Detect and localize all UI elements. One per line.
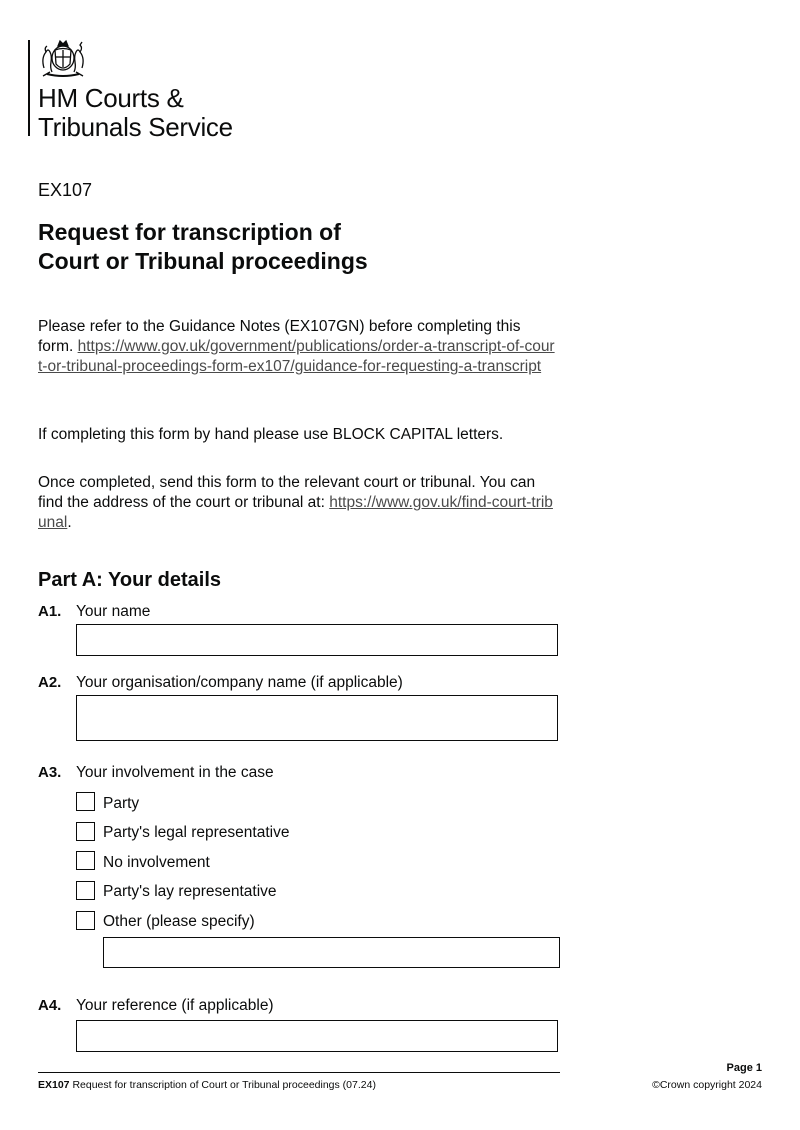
footer-form-info xyxy=(38,1079,376,1091)
form-title-line-1: Request for transcription of xyxy=(38,219,341,245)
a3-label: Your involvement in the case xyxy=(76,764,274,781)
a4-number: A4. xyxy=(38,997,62,1014)
a2-number: A2. xyxy=(38,674,62,691)
form-title-line-2: Court or Tribunal proceedings xyxy=(38,248,368,274)
checkbox-legal-representative-label: Party's legal representative xyxy=(103,824,290,841)
form-title xyxy=(38,218,368,276)
copyright-notice: ©Crown copyright 2024 xyxy=(652,1079,762,1091)
a3-number: A3. xyxy=(38,764,62,781)
other-specify-field[interactable] xyxy=(103,937,560,968)
organisation-name-line-2: Tribunals Service xyxy=(38,112,233,142)
send-form-text: Once completed, send this form to the relevant court or tribunal. You can find the address of the court or tribunal at: xyxy=(38,474,536,511)
your-name-field[interactable] xyxy=(76,624,558,656)
form-code: EX107 xyxy=(38,180,93,200)
checkbox-no-involvement-label: No involvement xyxy=(103,854,210,871)
guidance-notes-link[interactable]: https://www.gov.uk/government/publications/order-a-transcript-of-court-or-tribunal-proceedings-form-ex107/guidance-for-requesting-a-transcript xyxy=(38,338,555,375)
guidance-text: Please refer to the Guidance Notes (EX107GN) before completing this form. xyxy=(38,318,521,355)
checkbox-no-involvement[interactable] xyxy=(76,851,95,870)
checkbox-lay-representative-label: Party's lay representative xyxy=(103,883,277,900)
checkbox-other[interactable] xyxy=(76,911,95,930)
organisation-name xyxy=(38,84,233,142)
guidance-paragraph xyxy=(38,317,558,377)
royal-coat-of-arms-icon xyxy=(38,38,88,80)
logo-divider xyxy=(28,40,30,136)
a1-number: A1. xyxy=(38,603,62,620)
a4-label: Your reference (if applicable) xyxy=(76,997,274,1014)
a1-label: Your name xyxy=(76,603,151,620)
checkbox-party-label: Party xyxy=(103,795,140,812)
organisation-name-field[interactable] xyxy=(76,695,558,741)
send-form-paragraph xyxy=(38,473,558,533)
footer-divider xyxy=(38,1072,560,1073)
checkbox-other-label: Other (please specify) xyxy=(103,913,255,930)
checkbox-party[interactable] xyxy=(76,792,95,811)
page-number: Page 1 xyxy=(726,1062,762,1074)
footer-form-title: Request for transcription of Court or Tribunal proceedings (07.24) xyxy=(72,1079,376,1091)
part-a-heading: Part A: Your details xyxy=(38,569,222,591)
send-form-end: . xyxy=(67,514,72,531)
footer-form-code: EX107 xyxy=(38,1079,70,1091)
checkbox-legal-representative[interactable] xyxy=(76,822,95,841)
find-court-tribunal-link[interactable]: https://www.gov.uk/find-court-tribunal xyxy=(38,494,553,531)
a2-label: Your organisation/company name (if applicable) xyxy=(76,674,403,691)
block-capitals-paragraph: If completing this form by hand please use BLOCK CAPITAL letters. xyxy=(38,426,504,443)
checkbox-lay-representative[interactable] xyxy=(76,881,95,900)
your-reference-field[interactable] xyxy=(76,1020,558,1052)
organisation-name-line-1: HM Courts & xyxy=(38,83,184,113)
